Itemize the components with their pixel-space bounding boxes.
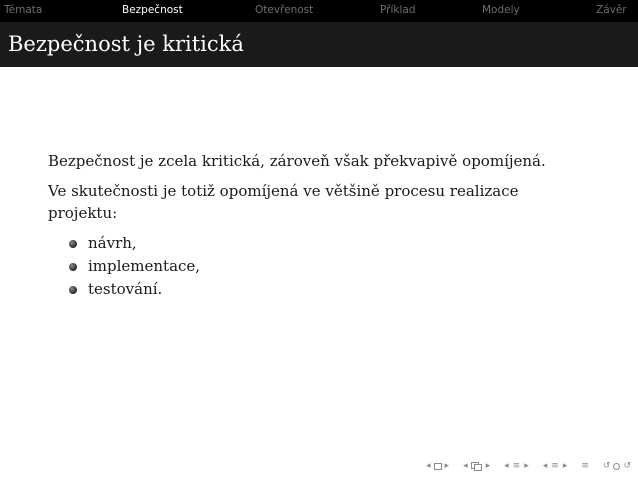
nav-section-otevrenost[interactable]: Otevřenost xyxy=(255,4,314,16)
slide-icon[interactable] xyxy=(434,463,442,470)
loop-back-icon[interactable]: ↺ xyxy=(602,461,611,471)
bullet-ball-icon xyxy=(69,263,77,271)
slide-content xyxy=(48,150,588,301)
frame-title-bar xyxy=(0,22,638,67)
list-item-text: testování. xyxy=(88,280,163,298)
prev-section-arrow-icon[interactable]: ◂ xyxy=(542,461,548,471)
nav-section-temata[interactable]: Témata xyxy=(4,4,43,16)
prev-slide-arrow-icon[interactable]: ◂ xyxy=(426,461,431,471)
nav-section-priklad[interactable]: Příklad xyxy=(380,4,416,16)
list-item xyxy=(88,278,588,301)
paragraph-detail: Ve skutečnosti je totiž opomíjená ve většině procesu realizace projektu: xyxy=(48,182,519,222)
nav-section-modely[interactable]: Modely xyxy=(482,4,520,16)
align-icon[interactable]: ≡ xyxy=(581,461,589,471)
section-navigation-bar xyxy=(0,0,638,22)
beamer-navigation-controls xyxy=(425,461,632,471)
subsection-icon[interactable]: ≡ xyxy=(512,461,521,471)
list-item-text: implementace, xyxy=(88,257,201,275)
bullet-list xyxy=(48,232,588,301)
next-section-arrow-icon[interactable]: ▸ xyxy=(562,461,568,471)
prev-subsection-arrow-icon[interactable]: ◂ xyxy=(504,461,509,471)
frame-icon[interactable] xyxy=(471,462,483,470)
list-item-text: návrh, xyxy=(88,234,137,252)
paragraph-intro: Bezpečnost je zcela kritická, zároveň však překvapivě opomíjená. xyxy=(48,152,546,170)
bullet-ball-icon xyxy=(69,240,77,248)
nav-section-bezpecnost[interactable]: Bezpečnost xyxy=(122,4,183,16)
frame-title: Bezpečnost je kritická xyxy=(8,32,244,56)
section-icon[interactable]: ≡ xyxy=(551,461,559,471)
loop-forward-icon[interactable]: ↺ xyxy=(623,461,631,471)
bullet-ball-icon xyxy=(69,286,77,294)
list-item xyxy=(88,232,588,255)
next-frame-arrow-icon[interactable]: ▸ xyxy=(485,461,491,471)
next-subsection-arrow-icon[interactable]: ▸ xyxy=(524,461,529,471)
next-slide-arrow-icon[interactable]: ▸ xyxy=(444,461,450,471)
prev-frame-arrow-icon[interactable]: ◂ xyxy=(463,461,468,471)
list-item xyxy=(88,255,588,278)
search-icon[interactable] xyxy=(613,463,620,470)
nav-section-zaver[interactable]: Závěr xyxy=(596,4,627,16)
